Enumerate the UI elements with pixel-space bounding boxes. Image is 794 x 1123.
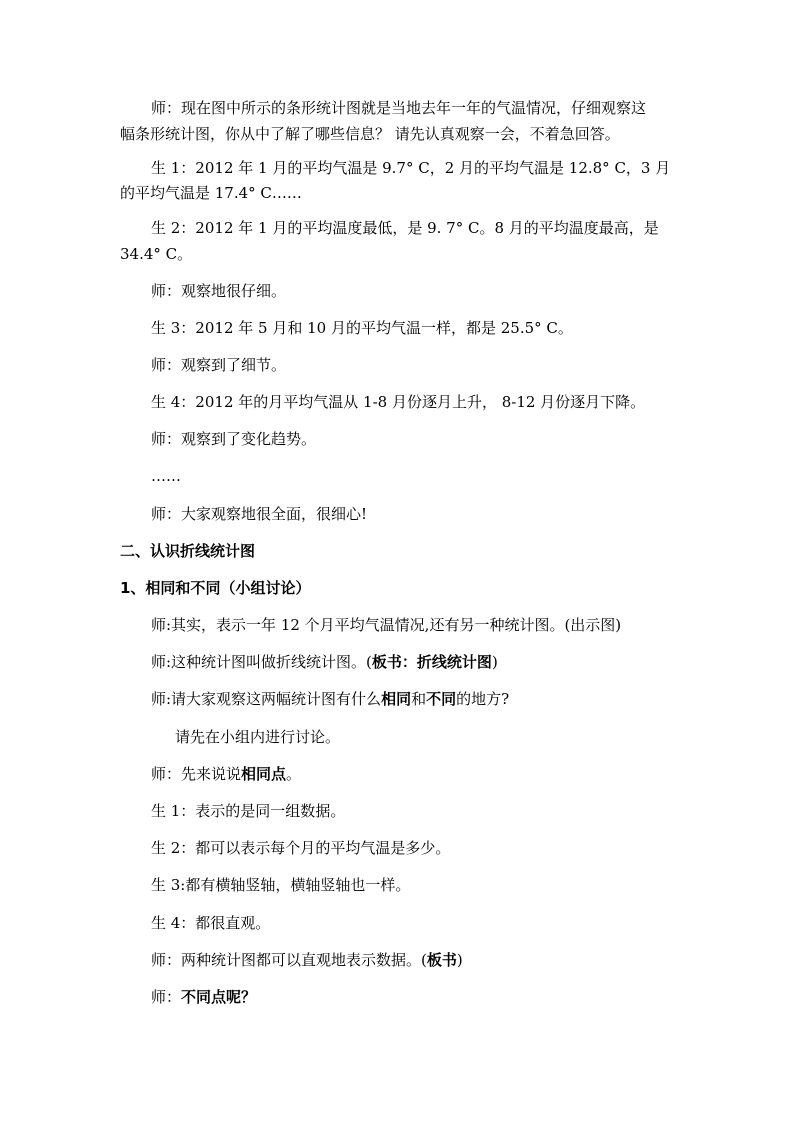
paragraph-student4: 生 4：2012 年的月平均气温从 1-8 月份逐月上升， 8-12 月份逐月下降。 bbox=[151, 393, 646, 411]
text-segment: 师： bbox=[151, 988, 182, 1006]
paragraph-teacher-intro-line2: 幅条形统计图，你从中了解了哪些信息？ 请先认真观察一会，不着急回答。 bbox=[120, 125, 620, 143]
bold-segment: 板书：折线统计图 bbox=[371, 653, 492, 671]
text-segment: ) bbox=[491, 653, 498, 671]
paragraph-teacher-compare bbox=[151, 689, 509, 709]
paragraph-student4-answer: 生 4：都很直观。 bbox=[151, 914, 271, 932]
text-segment: 师：先来说说 bbox=[151, 765, 242, 783]
bold-segment: 相同点 bbox=[241, 765, 287, 783]
paragraph-teacher-name-chart bbox=[151, 652, 498, 672]
text-segment: 的地方? bbox=[456, 690, 510, 708]
paragraph-student1-line1: 生 1：2012 年 1 月的平均气温是 9.7° C，2 月的平均气温是 12.8° C，3 月 bbox=[151, 159, 671, 177]
subsection-heading-note: （小组讨论） bbox=[220, 579, 311, 597]
bold-segment: 不同点呢？ bbox=[181, 988, 257, 1006]
subsection-heading bbox=[120, 578, 310, 598]
subsection-heading-title: 1、相同和不同 bbox=[120, 579, 221, 597]
text-segment: 师:请大家观察这两幅统计图有什么 bbox=[151, 690, 382, 708]
text-segment: 和 bbox=[411, 690, 427, 708]
paragraph-student1-answer: 生 1：表示的是同一组数据。 bbox=[151, 802, 346, 820]
paragraph-teacher-different-points bbox=[151, 987, 256, 1007]
section-heading: 二、认识折线统计图 bbox=[120, 542, 256, 560]
paragraph-student2-line2: 34.4° C。 bbox=[120, 245, 193, 263]
paragraph-teacher-same-points bbox=[151, 764, 301, 784]
paragraph-teacher-comment4: 师：大家观察地很全面，很细心! bbox=[151, 505, 368, 523]
bold-segment: 不同 bbox=[426, 690, 457, 708]
paragraph-teacher-comment1: 师：观察地很仔细。 bbox=[151, 282, 287, 300]
paragraph-teacher-comment3: 师：观察到了变化趋势。 bbox=[151, 430, 317, 448]
paragraph-teacher-intro-line1: 师：现在图中所示的条形统计图就是当地去年一年的气温情况，仔细观察这 bbox=[151, 99, 647, 117]
text-segment: 师:这种统计图叫做折线统计图。( bbox=[151, 653, 372, 671]
paragraph-student3-answer: 生 3:都有横轴竖轴，横轴竖轴也一样。 bbox=[151, 876, 411, 894]
bold-segment: 板书 bbox=[426, 951, 457, 969]
paragraph-student2-line1: 生 2：2012 年 1 月的平均温度最低，是 9. 7° C。8 月的平均温度最高，是 bbox=[151, 219, 659, 237]
text-segment: 师：两种统计图都可以直观地表示数据。( bbox=[151, 951, 427, 969]
paragraph-student2-answer: 生 2：都可以表示每个月的平均气温是多少。 bbox=[151, 839, 451, 857]
paragraph-student3: 生 3：2012 年 5 月和 10 月的平均气温一样，都是 25.5° C。 bbox=[151, 319, 573, 337]
text-segment: 。 bbox=[286, 765, 302, 783]
paragraph-teacher-summary bbox=[151, 950, 463, 970]
paragraph-teacher-show-chart: 师:其实，表示一年 12 个月平均气温情况,还有另一种统计图。(出示图) bbox=[151, 616, 622, 634]
paragraph-discuss: 请先在小组内进行讨论。 bbox=[175, 728, 341, 746]
paragraph-teacher-comment2: 师：观察到了细节。 bbox=[151, 356, 287, 374]
text-segment: ) bbox=[456, 951, 463, 969]
bold-segment: 相同 bbox=[381, 690, 412, 708]
paragraph-ellipsis: …… bbox=[151, 467, 181, 485]
paragraph-student1-line2: 的平均气温是 17.4° C…… bbox=[120, 184, 302, 202]
